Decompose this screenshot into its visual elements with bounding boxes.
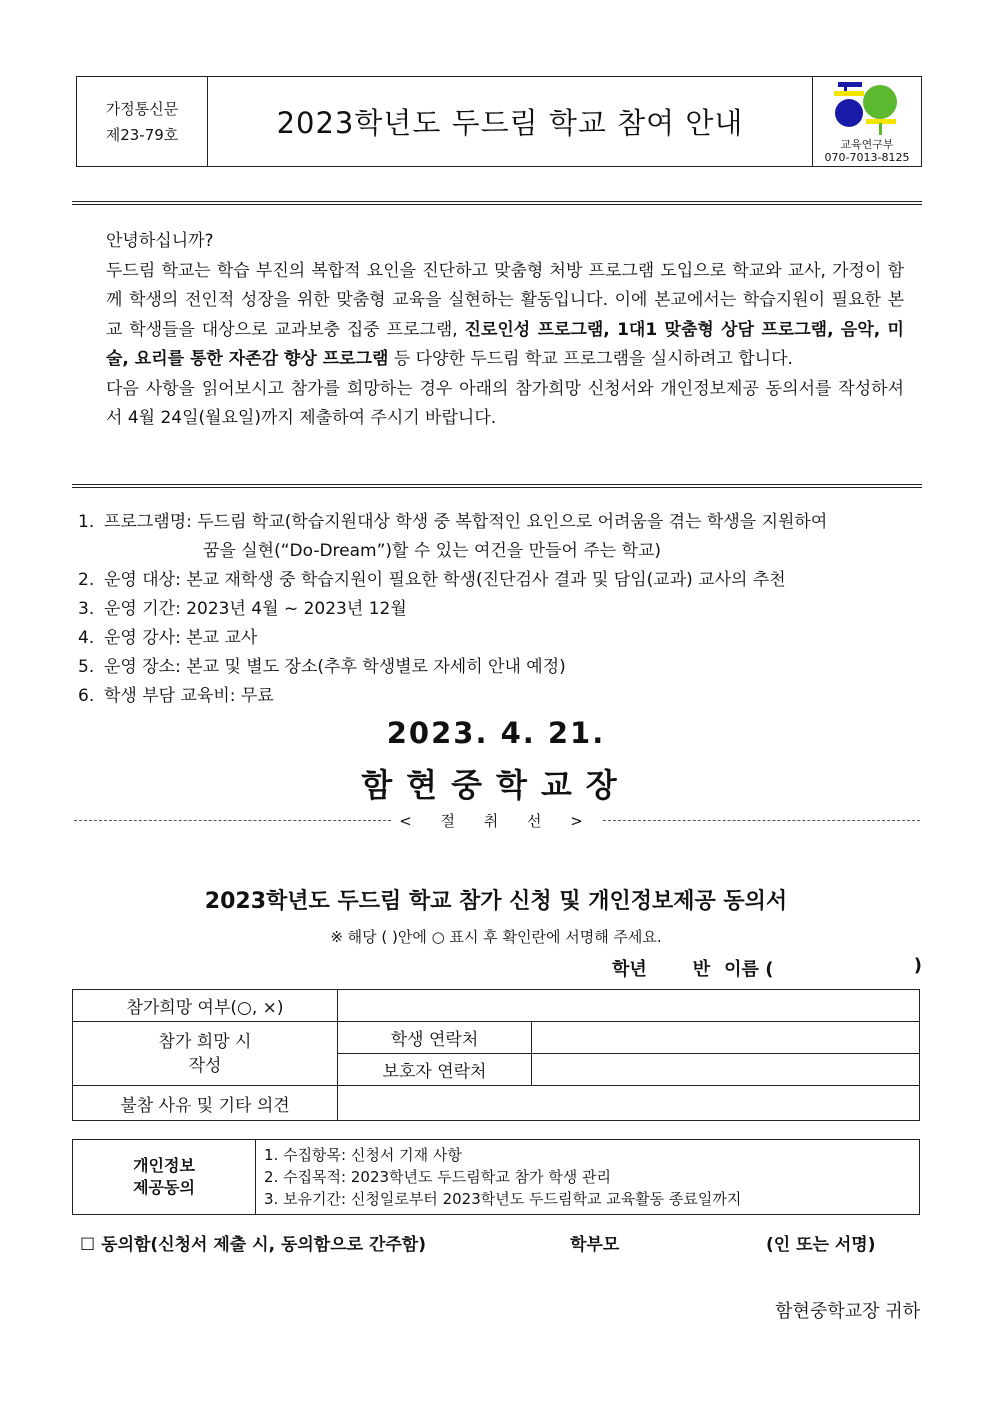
info-text: 운영 기간: 2023년 4월 ~ 2023년 12월 — [104, 599, 407, 619]
privacy-head-line: 제공동의 — [133, 1178, 195, 1197]
signature-field[interactable]: (인 또는 서명) — [766, 1235, 876, 1255]
privacy-consent-table — [72, 1139, 920, 1215]
parent-contact-label: 보호자 연락처 — [338, 1054, 532, 1086]
greeting: 안녕하십니까? — [106, 231, 214, 251]
issue-info — [77, 77, 208, 166]
privacy-item: 2. 수집목적: 2023학년도 두드림학교 참가 학생 관리 — [264, 1168, 611, 1186]
class-blank[interactable] — [710, 955, 724, 981]
divider — [72, 201, 922, 205]
issue-number: 제23-79호 — [105, 125, 179, 144]
info-text-continued: 꿈을 실현(“Do-Dream”)할 수 있는 여건을 만들어 주는 학교) — [203, 541, 662, 561]
cut-label: < 절 취 선 > — [399, 812, 595, 830]
info-number: 5. — [78, 657, 95, 677]
name-label: 이름 ( — [724, 959, 774, 980]
document-header — [76, 76, 922, 167]
class-label: 반 — [692, 959, 711, 980]
dash-line — [74, 820, 391, 821]
intro-text — [88, 227, 904, 434]
form-title: 2023학년도 두드림 학교 참가 신청 및 개인정보제공 동의서 — [204, 889, 788, 914]
info-number: 6. — [78, 686, 95, 706]
table-row — [73, 1022, 920, 1054]
privacy-items — [256, 1140, 920, 1215]
info-text: 운영 장소: 본교 및 별도 장소(추후 학생별로 자세히 안내 예정) — [104, 657, 566, 677]
if-wish-label: 참가 희망 시 작성 — [73, 1022, 338, 1086]
info-item — [78, 653, 918, 682]
info-number: 3. — [78, 599, 95, 619]
dash-line — [603, 820, 920, 821]
table-row — [73, 1086, 920, 1121]
name-blank[interactable] — [773, 955, 913, 981]
info-item — [78, 624, 918, 653]
intro-text-part: 등 다양한 두드림 학교 프로그램을 실시하려고 합니다. — [388, 349, 793, 369]
issue-type: 가정통신문 — [105, 99, 179, 118]
privacy-head-line: 개인정보 — [133, 1156, 195, 1175]
application-table — [72, 989, 920, 1121]
privacy-item: 3. 보유기간: 신청일로부터 2023학년도 두드림학교 교육활동 종료일까지 — [264, 1190, 742, 1208]
student-contact-label: 학생 연락처 — [338, 1022, 532, 1054]
school-logo-icon — [832, 82, 902, 136]
info-text: 프로그램명: 두드림 학교(학습지원대상 학생 중 복합적인 요인으로 어려움을 겪는 학생을 지원하여 — [104, 512, 828, 532]
name-close: ) — [913, 955, 922, 976]
addressee: 함현중학교장 귀하 — [775, 1301, 920, 1322]
department-name: 교육연구부 — [840, 138, 894, 151]
privacy-head — [73, 1140, 256, 1215]
issue-date: 2023. 4. 21. — [386, 716, 606, 750]
privacy-item: 1. 수집항목: 신청서 기재 사항 — [264, 1146, 462, 1164]
intro-paragraph-2: 다음 사항을 읽어보시고 참가를 희망하는 경우 아래의 참가희망 신청서와 개인정보제공 동의서를 작성하셔서 4월 24일(월요일)까지 제출하여 주시기 바랍니다. — [106, 378, 904, 428]
info-item — [78, 595, 918, 624]
info-item — [78, 682, 918, 711]
form-note: ※ 해당 ( )안에 ○ 표시 후 확인란에 서명해 주세요. — [330, 928, 662, 946]
divider — [72, 484, 922, 488]
department-phone: 070-7013-8125 — [824, 151, 910, 164]
info-number: 1. — [78, 512, 95, 532]
student-contact-field[interactable] — [532, 1022, 920, 1054]
info-item — [78, 508, 918, 537]
wish-field[interactable] — [338, 990, 920, 1022]
info-number: 4. — [78, 628, 95, 648]
wish-label: 참가희망 여부(○, ×) — [73, 990, 338, 1022]
info-item — [78, 566, 918, 595]
page-title: 2023학년도 두드림 학교 참여 안내 — [276, 106, 744, 140]
grade-label: 학년 — [612, 959, 647, 980]
table-row — [73, 990, 920, 1022]
grade-blank[interactable] — [647, 955, 693, 981]
reason-field[interactable] — [338, 1086, 920, 1121]
intro-bold-programs: 진로인성 프로그램, 1대1 맞춤형 상담 프로그램, 음악, 미술, 요리를 통한 자존감 향상 프로그램 — [106, 319, 904, 369]
parent-contact-field[interactable] — [532, 1054, 920, 1086]
intro-paragraph-1 — [88, 257, 904, 375]
program-info-list — [78, 508, 918, 711]
student-identity-line — [612, 955, 922, 981]
department-info — [812, 77, 921, 166]
parent-label: 학부모 — [570, 1235, 620, 1255]
reason-label: 불참 사유 및 기타 의견 — [73, 1086, 338, 1121]
info-text: 운영 강사: 본교 교사 — [104, 628, 258, 648]
info-text: 학생 부담 교육비: 무료 — [104, 686, 274, 706]
info-number: 2. — [78, 570, 95, 590]
principal-signature: 함현중학교장 — [361, 766, 631, 804]
info-text: 운영 대상: 본교 재학생 중 학습지원이 필요한 학생(진단검사 결과 및 담임(교과) 교사의 추천 — [104, 570, 786, 590]
table-row — [73, 1140, 920, 1215]
cut-line — [74, 810, 920, 831]
agree-checkbox[interactable]: ☐ 동의함(신청서 제출 시, 동의함으로 간주함) — [80, 1235, 427, 1255]
intro-text-part: 두드림 학교는 학습 부진의 복합적 요인을 진단하고 맞춤형 처방 프로그램 도입으로 학교와 교사, 가정이 함께 학생의 전인적 성장을 위한 맞춤형 교육을 실현하는 활동입니다. 이에 본교에서는 학습지원이 필요한 본교 학생들을 대상으로 교과보충 집중 프로그램, — [106, 260, 904, 340]
